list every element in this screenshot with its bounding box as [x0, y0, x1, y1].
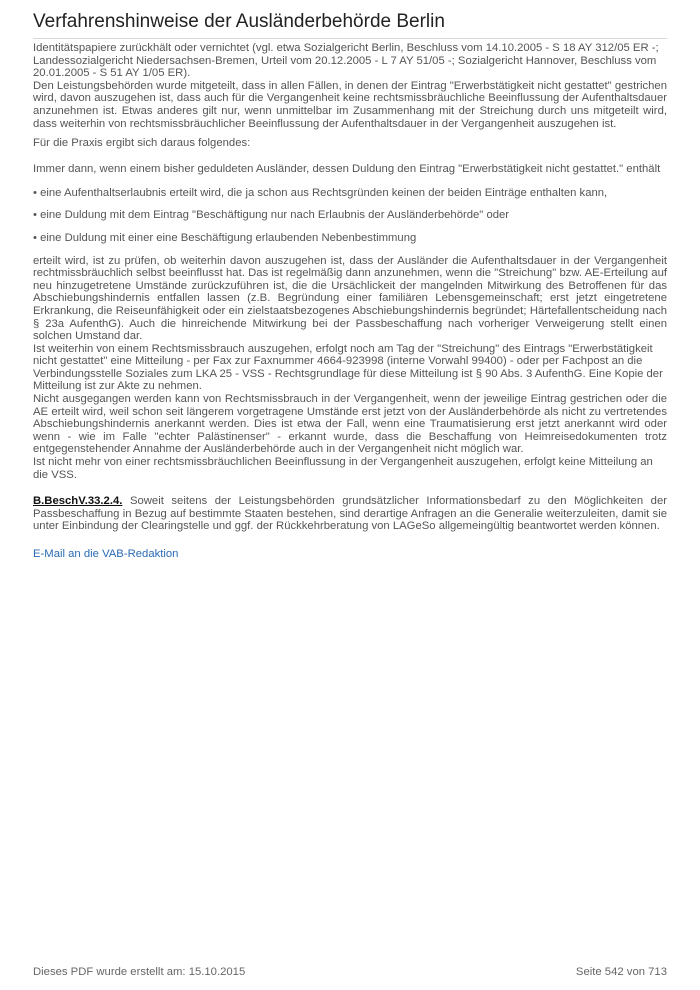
- paragraph-practice-intro: Für die Praxis ergibt sich daraus folgendes:: [33, 137, 251, 150]
- pdf-created-date: Dieses PDF wurde erstellt am: 15.10.2015: [33, 966, 246, 978]
- document-body: [33, 42, 667, 561]
- bullet-toleration-ancillary-provision: • eine Duldung mit einer eine Beschäftigung erlaubenden Nebenbestimmung: [33, 231, 417, 244]
- paragraph-benefit-authorities: Den Leistungsbehörden wurde mitgeteilt, dass in allen Fällen, in denen der Eintrag "Erwerbstätigkeit nicht gestattet" gestrichen wird, davon auszugehen ist, dass auch für die Vergangenheit keine rechtsmissbräuchliche Beeinflussung der Aufenthaltsdauer anzunehmen ist. Etwas anderes gilt nur, wenn unmittelbar im Zusammenhang mit der Streichung durch uns mitgeteilt wird, dass weiterhin von rechtsmissbräuchlicher Beeinflussung der Aufenthaltsdauer in der Vergangenheit auszugehen ist.: [33, 79, 667, 130]
- page-number: Seite 542 von 713: [575, 966, 667, 978]
- bullet-residence-permit: • eine Aufenthaltserlaubnis erteilt wird, die ja schon aus Rechtsgründen keinen der beiden Einträge enthalten kann,: [33, 186, 608, 199]
- paragraph-no-notification: Ist nicht mehr von einer rechtsmissbräuchlichen Beeinflussung in der Vergangenheit auszugehen, erfolgt keine Mitteilung an die VSS.: [33, 456, 653, 481]
- section-passport-procurement: [33, 495, 667, 533]
- paragraph-examination: erteilt wird, ist zu prüfen, ob weiterhin davon auszugehen ist, dass der Ausländer die Aufenthaltsdauer in der Vergangenheit rechtmissbräuchlich selbst beeinflusst hat. Das ist regelmäßig dann anzunehmen, wenn die "Streichung" bzw. AE-Erteilung auf neu hinzugetretene Umstände zurückzuführen ist, die die Ursächlickeit der mangelnden Mitwirkung des Betroffenen für das Abschiebungshindernis entfallen lassen (z.B. Begründung einer familiären Lebensgemeinschaft; erst jetzt eingetretene Erkrankung, die Reiseunfähigkeit oder ein zielstaatsbezogenes Abschiebungshindernis begründet; Härtefallentscheidung nach § 23a AufenthG). Auch die hinreichende Mitwirkung bei der Passbeschaffung nach vorheriger Verweigerung stellt einen solchen Umstand dar.: [33, 254, 667, 343]
- section-text: Soweit seitens der Leistungsbehörden grundsätzlicher Informationsbedarf zu den Möglichkeiten der Passbeschaffung in Bezug auf bestimmte Staaten bestehen, sind derartige Anfragen an die Generalie weiterzuleiten, damit sie unter Einbindung der Clearingstelle und ggf. der Rückkehrberatung von LAGeSo allgemeingültig beantwortet werden können.: [33, 495, 667, 533]
- page-header: [33, 10, 667, 39]
- paragraph-notification: Ist weiterhin von einem Rechtsmissbrauch auszugehen, erfolgt noch am Tag der "Streichung" des Eintrags "Erwerbstätigkeit nicht gestattet" eine Mitteilung - per Fax zur Faxnummer 4664-923998 (interne Vorwahl 99400) - oder per Fachpost an die Verbindungsstelle Soziales zum LKA 25 - VSS - Rechtsgrundlage für diese Mitteilung ist § 90 Abs. 3 AufenthG. Eine Kopie der Mitteilung ist zur Akte zu nehmen.: [33, 342, 663, 393]
- email-editorial-link[interactable]: E-Mail an die VAB-Redaktion: [33, 548, 179, 560]
- bullet-toleration-employment-permission: • eine Duldung mit dem Eintrag "Beschäftigung nur nach Erlaubnis der Ausländerbehörde" oder: [33, 209, 510, 222]
- section-id-link[interactable]: B.BeschV.33.2.4.: [33, 495, 123, 508]
- page-footer: [33, 966, 667, 978]
- paragraph-identity-papers: Identitätspapiere zurückhält oder vernichtet (vgl. etwa Sozialgericht Berlin, Beschluss vom 14.10.2005 - S 18 AY 312/05 ER -; Landessozialgericht Niedersachsen-Bremen, Urteil vom 20.12.2005 - L 7 AY 51/05 -; Sozialgericht Hannover, Beschluss vom 20.01.2005 - S 51 AY 1/05 ER).: [33, 42, 659, 80]
- paragraph-no-abuse: Nicht ausgegangen werden kann von Rechtsmissbrauch in der Vergangenheit, wenn der jeweilige Eintrag gestrichen oder die AE erteilt wird, weil schon seit längerem vorgetragene Umstände erst jetzt von der Ausländerbehörde als nicht zu vertretendes Abschiebungshindernis anerkannt werden. Dies ist etwa der Fall, wenn eine Traumatisierung erst jetzt anerkannt wird oder wenn - wie im Falle "echter Palästinenser" - erkannt wurde, dass die Beschaffung von Heimreisedokumenten trotz entgegenstehender Annahme der Ausländerbehörde auch in der Vergangenheit nicht möglich war.: [33, 393, 667, 456]
- page-title: Verfahrenshinweise der Ausländerbehörde Berlin: [33, 11, 445, 32]
- paragraph-condition: Immer dann, wenn einem bisher geduldeten Ausländer, dessen Duldung den Eintrag "Erwerbstätigkeit nicht gestattet." enthält: [33, 162, 661, 175]
